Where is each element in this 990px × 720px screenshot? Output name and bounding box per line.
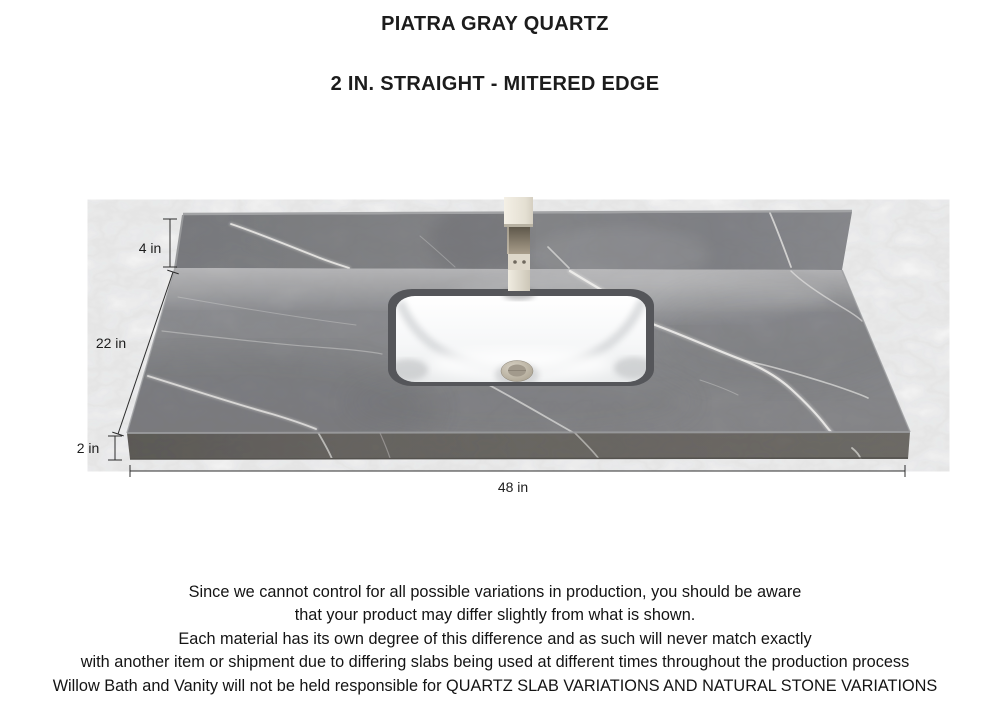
disclaimer-line: that your product may differ slightly from what is shown.	[294, 606, 696, 625]
disclaimer-line: Willow Bath and Vanity will not be held responsible for QUARTZ SLAB VARIATIONS AND NATURAL STONE VARIATIONS	[52, 676, 938, 695]
disclaimer	[0, 581, 990, 698]
dim-width	[130, 465, 905, 477]
page-title: PIATRA GRAY QUARTZ	[381, 13, 609, 35]
faucet-spout-head	[504, 197, 533, 225]
undermount-sink	[388, 289, 654, 387]
dim-label-width: 48 in	[497, 479, 529, 495]
faucet-spout-underside	[507, 227, 530, 254]
page-subtitle: 2 IN. STRAIGHT - MITERED EDGE	[330, 73, 660, 95]
dim-backsplash-height	[163, 219, 177, 267]
faucet-body	[508, 254, 530, 270]
dim-label-thickness: 2 in	[76, 440, 100, 456]
disclaimer-line: with another item or shipment due to differing slabs being used at different times throughout the production process	[80, 653, 910, 672]
disclaimer-line: Since we cannot control for all possible variations in production, you should be aware	[188, 583, 802, 601]
countertop-front-face	[127, 432, 910, 459]
dim-label-backsplash-height: 4 in	[138, 240, 162, 256]
dim-label-depth: 22 in	[95, 335, 127, 351]
faucet-base	[508, 270, 530, 291]
disclaimer-line: Each material has its own degree of this difference and as such will never match exactly	[178, 629, 812, 648]
dim-thickness	[108, 436, 122, 460]
